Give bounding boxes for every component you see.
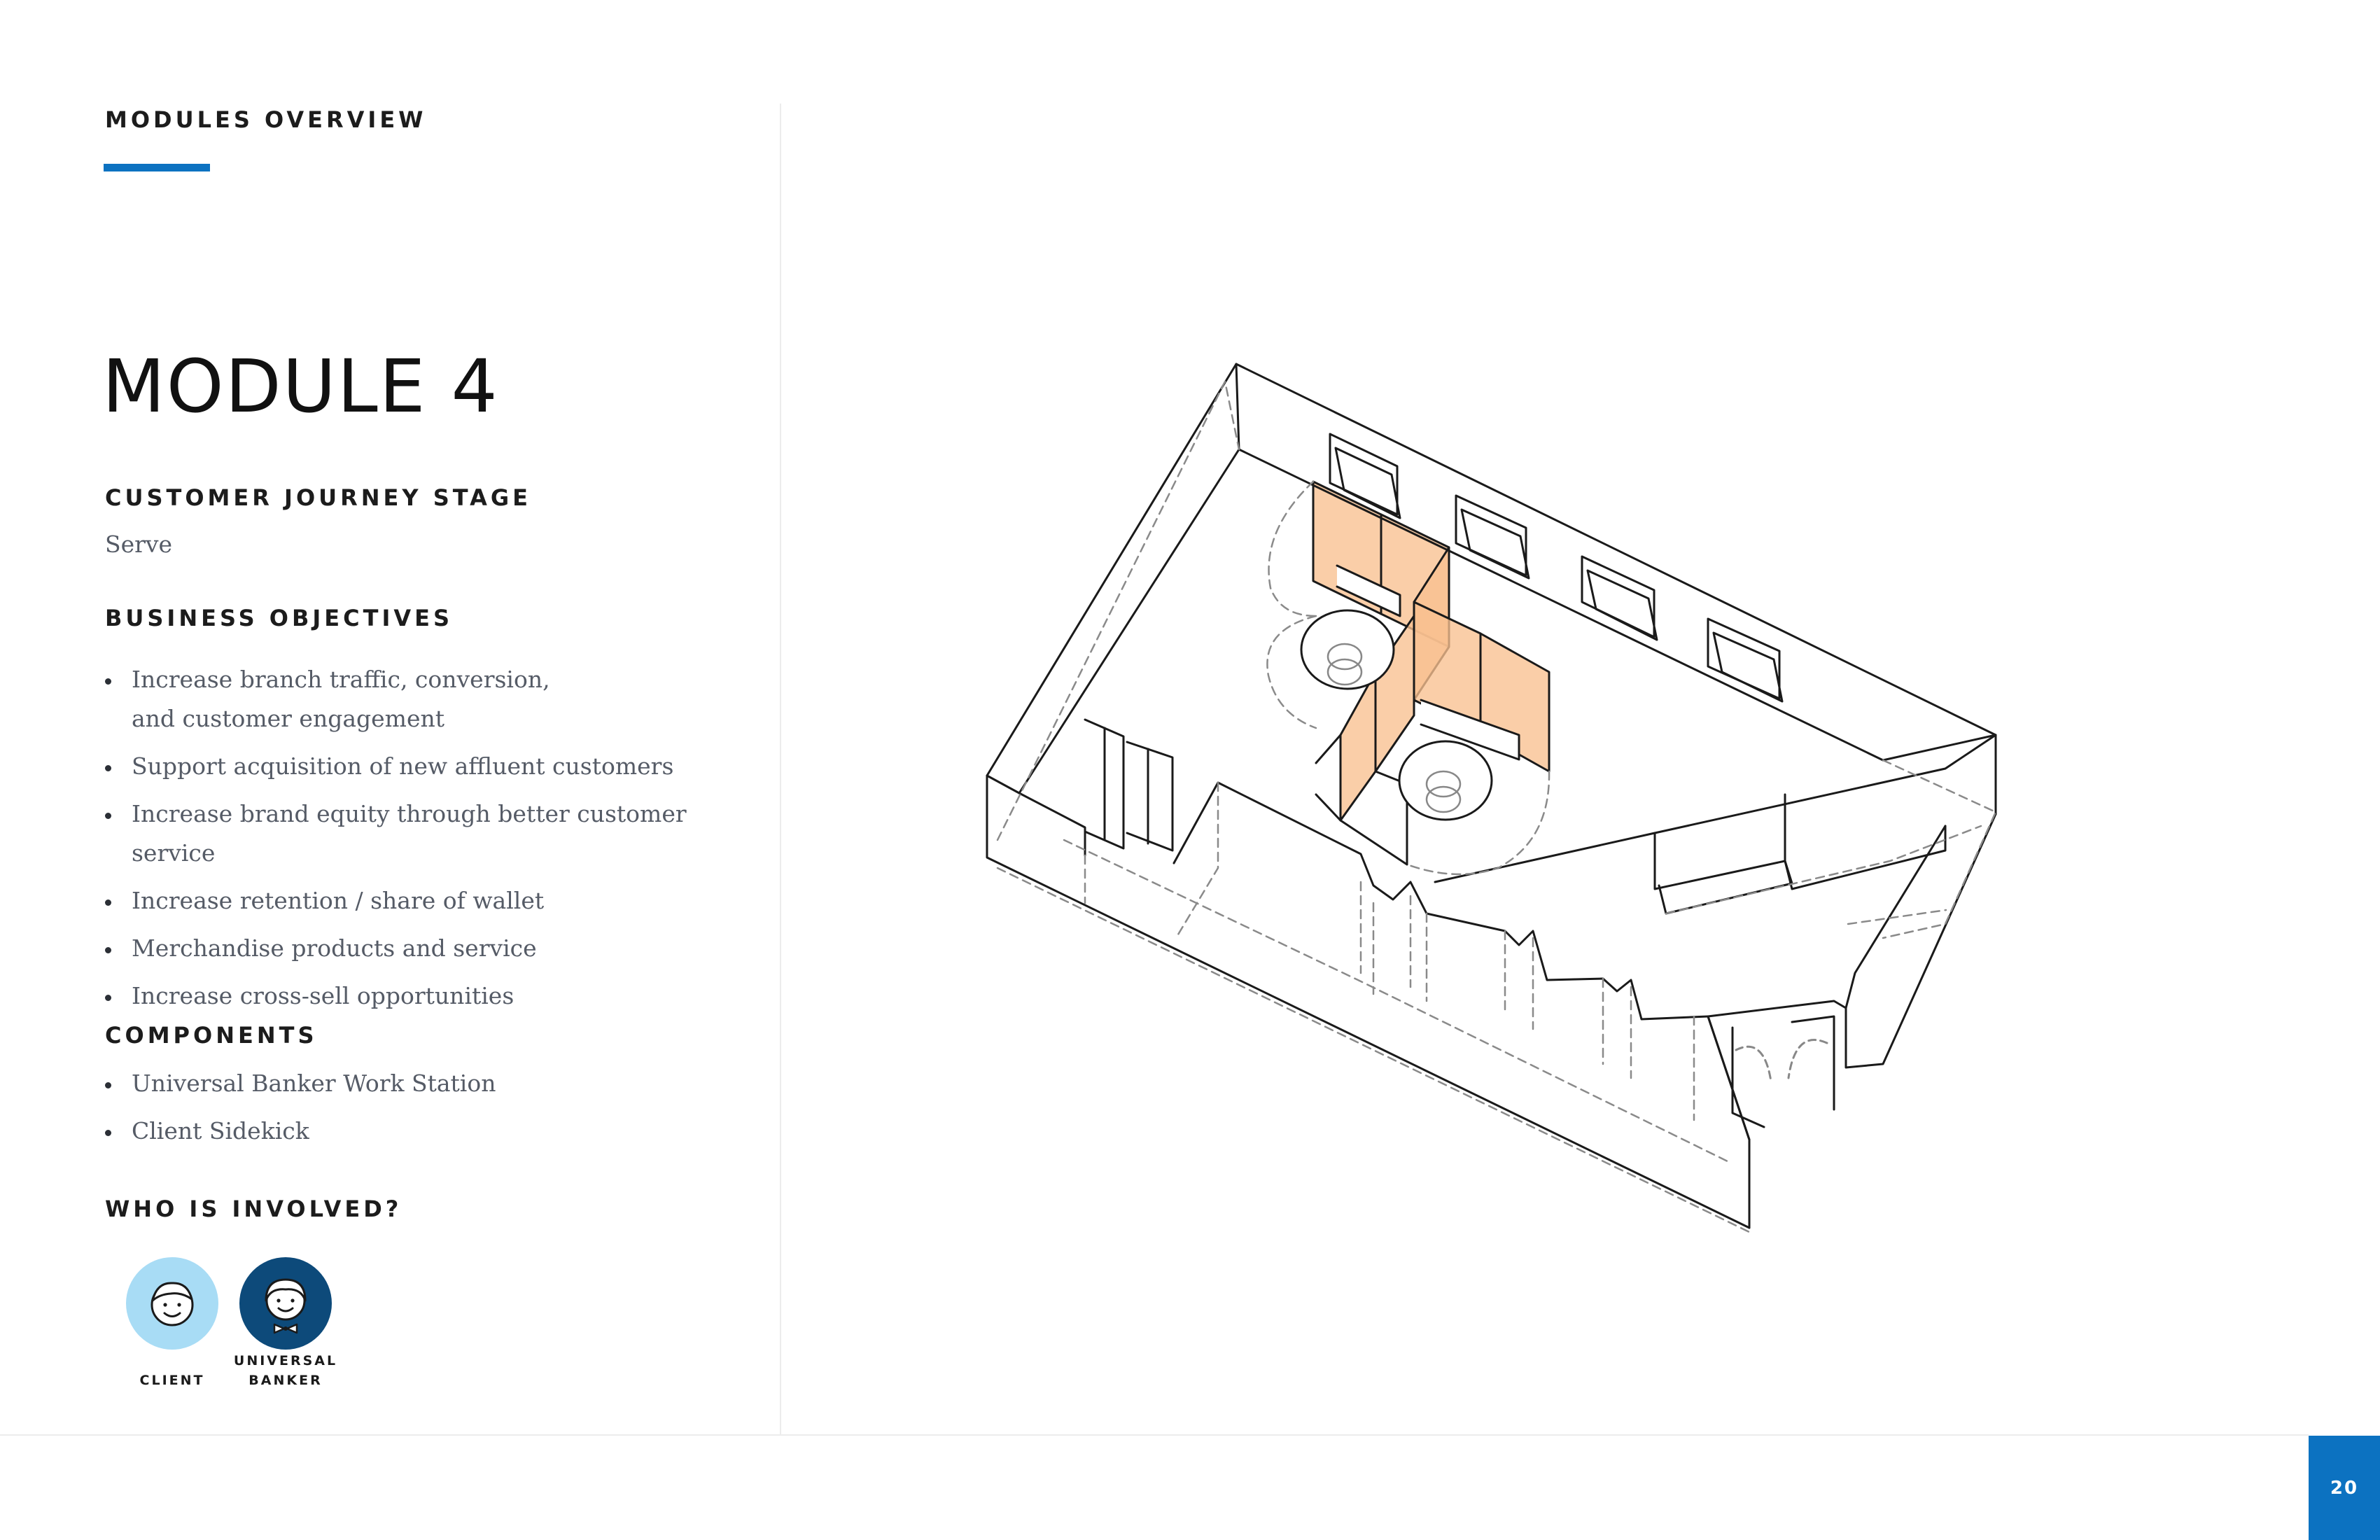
- list-item: Client Sidekick: [105, 1112, 707, 1151]
- universal-banker-label: UNIVERSAL BANKER: [233, 1353, 338, 1388]
- client-label: CLIENT: [139, 1373, 205, 1388]
- list-item: Universal Banker Work Station: [105, 1064, 707, 1103]
- journey-stage-value: Serve: [105, 531, 173, 558]
- list-item: Increase brand equity through better customer service: [105, 794, 707, 873]
- floor-plan-illustration: [966, 350, 2016, 1246]
- journey-heading: CUSTOMER JOURNEY STAGE: [105, 484, 531, 511]
- list-item: Increase retention / share of wallet: [105, 881, 707, 920]
- universal-banker-avatar-icon: [239, 1257, 332, 1350]
- module-title: MODULE 4: [102, 344, 499, 429]
- involved-heading: WHO IS INVOLVED?: [105, 1196, 402, 1222]
- footer-divider: [0, 1434, 2309, 1436]
- page-number: 20: [2330, 1477, 2359, 1499]
- column-divider: [780, 104, 781, 1435]
- objectives-heading: BUSINESS OBJECTIVES: [105, 605, 454, 631]
- list-item: Increase branch traffic, conversion, and customer engagement: [105, 660, 566, 738]
- page-number-badge: [2309, 1436, 2380, 1540]
- list-item: Merchandise products and service: [105, 929, 707, 968]
- components-list: [105, 1064, 707, 1159]
- client-avatar-icon: [126, 1257, 218, 1350]
- components-heading: COMPONENTS: [105, 1022, 318, 1049]
- objectives-list: [105, 660, 707, 1024]
- list-item: Support acquisition of new affluent customers: [105, 747, 707, 786]
- section-label: MODULES OVERVIEW: [105, 106, 427, 133]
- accent-bar: [104, 164, 210, 172]
- list-item: Increase cross-sell opportunities: [105, 976, 707, 1016]
